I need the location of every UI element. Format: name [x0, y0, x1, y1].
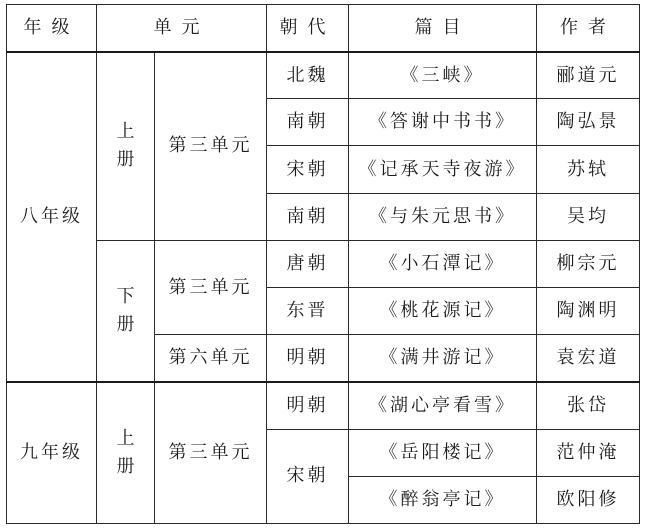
- title-cell: 《满井游记》: [349, 335, 537, 382]
- header-dynasty: 朝代: [267, 5, 349, 52]
- title-cell: 《答谢中书书》: [349, 99, 537, 146]
- header-row: [7, 5, 640, 52]
- dynasty-cell: 北魏: [267, 52, 349, 99]
- header-unit: 单元: [97, 5, 267, 52]
- author-cell: 袁宏道: [537, 335, 640, 382]
- title-cell: 《记承天寺夜游》: [349, 146, 537, 193]
- author-cell: 陶弘景: [537, 99, 640, 146]
- dynasty-cell: 南朝: [267, 99, 349, 146]
- author-cell: 欧阳修: [537, 476, 640, 523]
- table-row: [7, 52, 640, 99]
- dynasty-cell: 宋朝: [267, 429, 349, 524]
- table-row: [7, 382, 640, 429]
- author-cell: 柳宗元: [537, 240, 640, 287]
- unit-cell: 第六单元: [155, 335, 267, 382]
- texts-table: [6, 4, 640, 524]
- author-cell: 范仲淹: [537, 429, 640, 476]
- author-cell: 张岱: [537, 382, 640, 429]
- dynasty-cell: 明朝: [267, 335, 349, 382]
- title-cell: 《醉翁亭记》: [349, 476, 537, 523]
- title-cell: 《湖心亭看雪》: [349, 382, 537, 429]
- title-cell: 《桃花源记》: [349, 287, 537, 334]
- author-cell: 苏轼: [537, 146, 640, 193]
- author-cell: 陶渊明: [537, 287, 640, 334]
- author-cell: 郦道元: [537, 52, 640, 99]
- title-cell: 《岳阳楼记》: [349, 429, 537, 476]
- grade-cell-ninth: 九年级: [7, 382, 97, 524]
- unit-cell: 第三单元: [155, 382, 267, 524]
- dynasty-cell: 南朝: [267, 193, 349, 240]
- dynasty-cell: 唐朝: [267, 240, 349, 287]
- volume-cell-upper: 上 册: [97, 52, 155, 241]
- volume-cell-lower: 下 册: [97, 240, 155, 382]
- header-grade: 年级: [7, 5, 97, 52]
- header-author: 作者: [537, 5, 640, 52]
- title-cell: 《三峡》: [349, 52, 537, 99]
- author-cell: 吴均: [537, 193, 640, 240]
- header-title: 篇目: [349, 5, 537, 52]
- table-row: [7, 240, 640, 287]
- dynasty-cell: 宋朝: [267, 146, 349, 193]
- grade-cell-eighth: 八年级: [7, 52, 97, 382]
- dynasty-cell: 明朝: [267, 382, 349, 429]
- title-cell: 《与朱元思书》: [349, 193, 537, 240]
- unit-cell: 第三单元: [155, 240, 267, 334]
- dynasty-cell: 东晋: [267, 287, 349, 334]
- unit-cell: 第三单元: [155, 52, 267, 241]
- volume-cell-upper: 上 册: [97, 382, 155, 524]
- title-cell: 《小石潭记》: [349, 240, 537, 287]
